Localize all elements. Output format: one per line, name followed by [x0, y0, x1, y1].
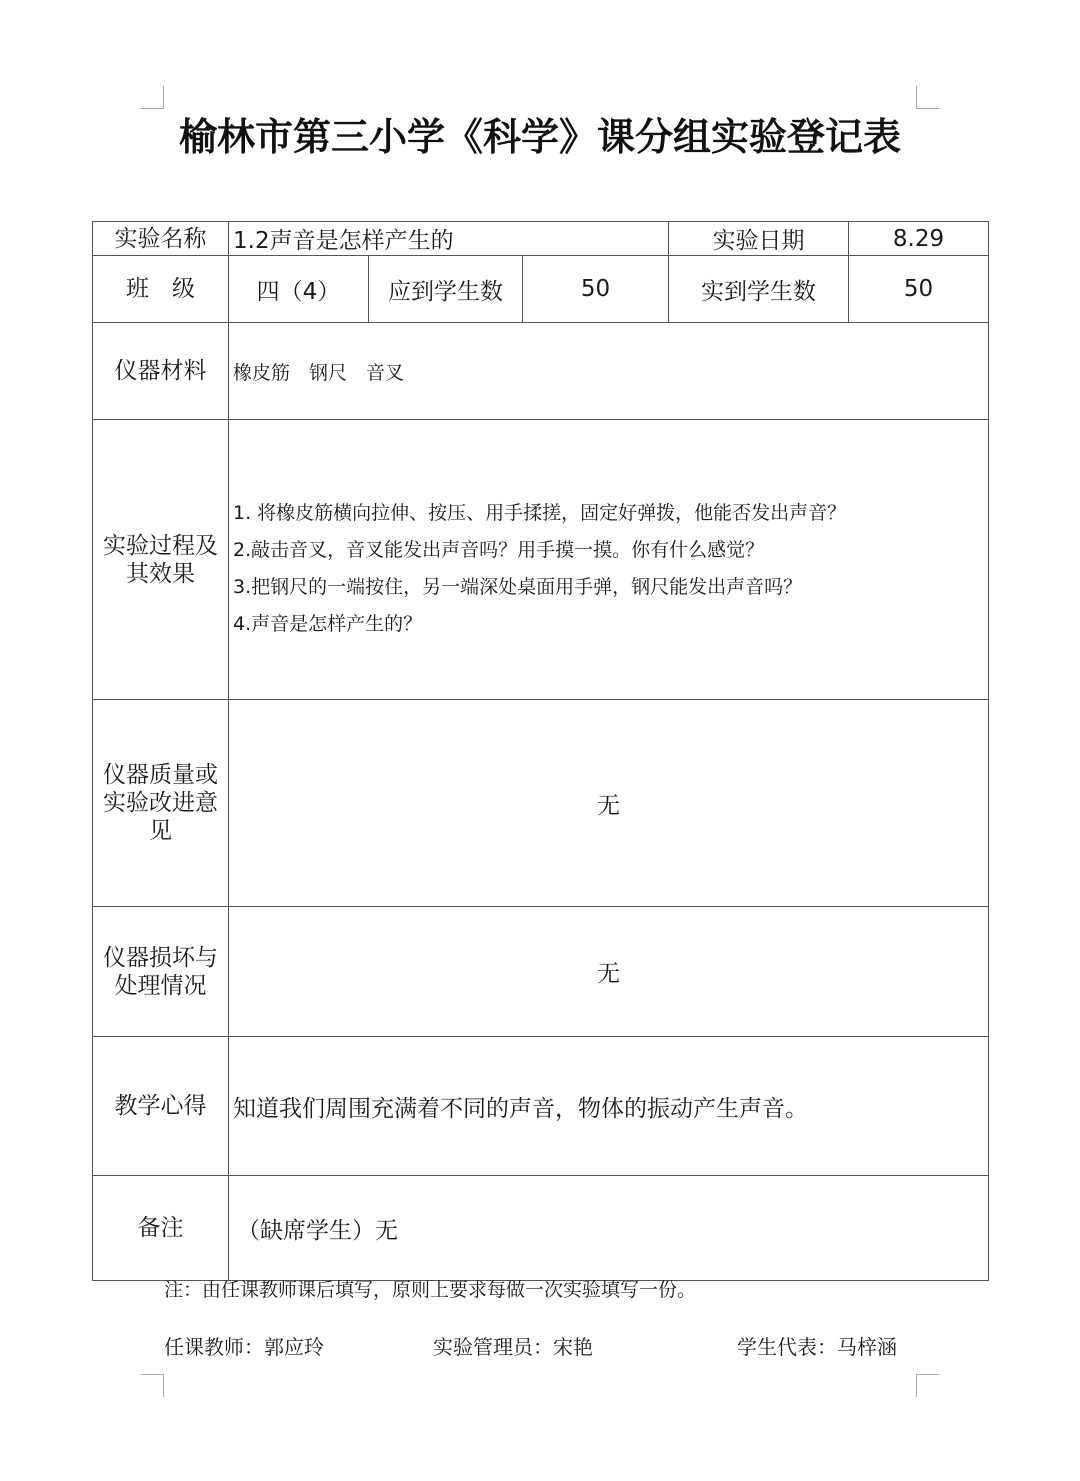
- expected-students-value[interactable]: 50: [523, 256, 669, 323]
- document-title: 榆林市第三小学《科学》课分组实验登记表: [178, 115, 901, 159]
- process-label: 实验过程及其效果: [93, 420, 229, 700]
- footer-note: 注：由任课教师课后填写，原则上要求每做一次实验填写一份。: [164, 1279, 697, 1301]
- process-step: 1. 将橡皮筋横向拉伸、按压、用手揉搓，固定好弹拨，他能否发出声音？: [233, 501, 847, 524]
- experiment-register-table: [92, 221, 989, 1281]
- table-row: [93, 323, 989, 420]
- process-step: 4.声音是怎样产生的？: [233, 612, 423, 635]
- actual-students-value[interactable]: 50: [849, 256, 989, 323]
- process-step: 3.把钢尺的一端按住，另一端深处桌面用手弹，钢尺能发出声音吗？: [233, 575, 803, 598]
- table-row: [93, 907, 989, 1037]
- experiment-date-value[interactable]: 8.29: [849, 222, 989, 256]
- crop-mark-bottom-left: [141, 1374, 164, 1397]
- process-steps[interactable]: [229, 420, 989, 700]
- class-value[interactable]: 四（4）: [229, 256, 369, 323]
- remarks-label: 备注: [93, 1176, 229, 1281]
- table-row: [93, 700, 989, 907]
- quality-value[interactable]: 无: [229, 700, 989, 907]
- table-row: [93, 1176, 989, 1281]
- experiment-name-label: 实验名称: [93, 222, 229, 256]
- reflection-value[interactable]: 知道我们周围充满着不同的声音，物体的振动产生声音。: [229, 1037, 989, 1176]
- process-step: 2.敲击音叉，音叉能发出声音吗？用手摸一摸。你有什么感觉？: [233, 538, 765, 561]
- table-row: [93, 420, 989, 700]
- experiment-date-label: 实验日期: [669, 222, 849, 256]
- reflection-label: 教学心得: [93, 1037, 229, 1176]
- materials-label: 仪器材料: [93, 323, 229, 420]
- table-row: [93, 222, 989, 256]
- class-label: 班 级: [93, 256, 229, 323]
- materials-value[interactable]: 橡皮筋 钢尺 音叉: [229, 323, 989, 420]
- damage-value[interactable]: 无: [229, 907, 989, 1037]
- experiment-name-value[interactable]: 1.2声音是怎样产生的: [229, 222, 669, 256]
- student-signature: 学生代表：马梓涵: [737, 1335, 897, 1359]
- teacher-signature: 任课教师：郭应玲: [164, 1335, 324, 1359]
- table-row: [93, 256, 989, 323]
- table-row: [93, 1037, 989, 1176]
- quality-label: 仪器质量或实验改进意见: [93, 700, 229, 907]
- expected-students-label: 应到学生数: [369, 256, 523, 323]
- actual-students-label: 实到学生数: [669, 256, 849, 323]
- damage-label: 仪器损坏与处理情况: [93, 907, 229, 1037]
- remarks-value[interactable]: （缺席学生）无: [229, 1176, 989, 1281]
- manager-signature: 实验管理员：宋艳: [433, 1335, 593, 1359]
- crop-mark-top-right: [916, 86, 939, 109]
- crop-mark-bottom-right: [916, 1374, 939, 1397]
- crop-mark-top-left: [141, 86, 164, 109]
